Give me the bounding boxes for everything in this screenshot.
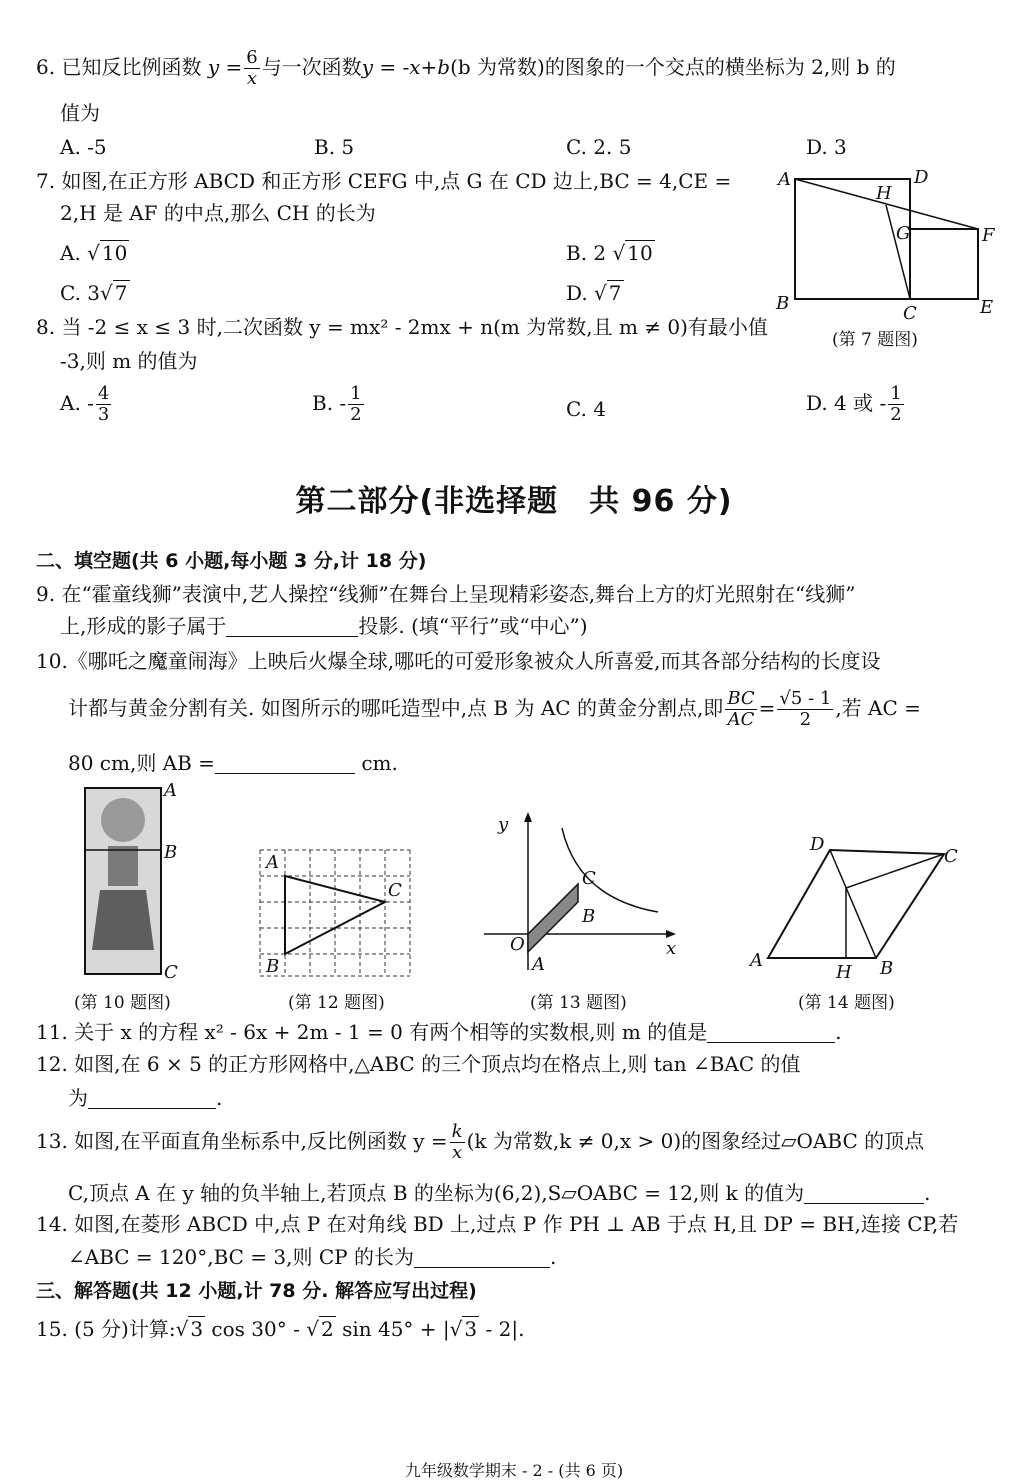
q10-line3a: 80 cm,则 AB = xyxy=(68,751,215,775)
q8-opt-d-text: D. 4 或 - xyxy=(806,391,887,415)
q6-text-c: (b 为常数)的图象的一个交点的横坐标为 2,则 b 的 xyxy=(450,55,896,79)
q15-prefix: 15. (5 分)计算: xyxy=(36,1317,176,1341)
q8-opt-b-text: B. - xyxy=(312,391,347,415)
q9-line1: 9. 在“霍童线狮”表演中,艺人操控“线狮”在舞台上呈现精彩姿态,舞台上方的灯光照射在“线狮” xyxy=(36,582,856,606)
q12-line1: 12. 如图,在 6 × 5 的正方形网格中,△ABC 的三个顶点均在格点上,则 tan ∠BAC 的值 xyxy=(36,1052,801,1076)
q10-frac1-d: AC xyxy=(727,709,755,730)
caption-12: (第 12 题图) xyxy=(288,993,385,1013)
q10-frac2-d: 2 xyxy=(799,709,812,730)
q6-frac-n: 6 xyxy=(246,47,258,68)
q9-line2 xyxy=(60,613,588,639)
page-footer: 九年级数学期末 - 2 - (共 6 页) xyxy=(404,1461,624,1480)
q8-option-a xyxy=(60,384,113,425)
q13-line2 xyxy=(68,1180,930,1206)
f7-label-f: F xyxy=(982,225,995,246)
f13-label-x: x xyxy=(666,938,677,959)
q14-answer-blank[interactable] xyxy=(414,1247,550,1268)
q15-t2: sin 45° + xyxy=(335,1317,443,1341)
q10-line3b: cm. xyxy=(361,751,398,775)
f10-nezha-legs xyxy=(92,890,154,950)
q13-line1a: 13. 如图,在平面直角坐标系中,反比例函数 y = xyxy=(36,1129,448,1153)
f10-nezha-body xyxy=(108,846,138,886)
figure-10 xyxy=(80,780,190,990)
q15-t1: cos 30° - xyxy=(205,1317,307,1341)
q14-line1: 14. 如图,在菱形 ABCD 中,点 P 在对角线 BD 上,过点 P 作 PH ⊥ AB 于点 H,且 DP = BH,连接 CP,若 xyxy=(36,1212,959,1236)
f13-label-c: C xyxy=(582,868,596,889)
q7-opt-a-prefix: A. xyxy=(60,241,88,265)
q8-option-b xyxy=(312,384,366,425)
q6-text-a: 已知反比例函数 xyxy=(61,55,202,79)
f13-label-o: O xyxy=(510,934,525,955)
f7-square-abcd xyxy=(795,179,910,299)
q12-line2a: 为 xyxy=(68,1086,88,1110)
q13-fraction xyxy=(450,1122,465,1163)
q7-option-c: C. 3√ 7 xyxy=(60,281,128,305)
f10-label-b: B xyxy=(164,842,178,863)
f14-segment-cp xyxy=(846,854,944,888)
f7-segment-ch xyxy=(886,205,910,299)
q7-opt-b-prefix: B. 2 xyxy=(566,241,613,265)
q14-line2 xyxy=(68,1244,556,1270)
q7-opt-a-rad: 10 xyxy=(101,241,128,265)
q7-opt-d-prefix: D. xyxy=(566,281,595,305)
f7-square-cefg xyxy=(910,229,978,299)
q15-rad2: 2 xyxy=(320,1317,334,1341)
q6-text-b: 与一次函数 xyxy=(261,55,362,79)
q8-line1: 8. 当 -2 ≤ x ≤ 3 时,二次函数 y = mx² - 2mx + n(m 为常数,且 m ≠ 0)有最小值 xyxy=(36,315,768,339)
q8-opt-b-d: 2 xyxy=(350,404,362,425)
part2-title: 第二部分(非选择题 共 96 分) xyxy=(295,484,733,519)
caption-7: (第 7 题图) xyxy=(832,330,918,350)
q13-end: . xyxy=(924,1181,931,1205)
caption-10: (第 10 题图) xyxy=(74,993,171,1013)
section-2-heading: 二、填空题(共 6 小题,每小题 3 分,计 18 分) xyxy=(36,550,427,572)
q15-t3: - 2 xyxy=(479,1317,512,1341)
section-3-heading: 三、解答题(共 12 小题,计 78 分. 解答应写出过程) xyxy=(36,1280,477,1302)
q6-option-b: B. 5 xyxy=(314,135,355,159)
figure-14 xyxy=(748,830,978,985)
q7-option-d: D. √ 7 xyxy=(566,281,622,305)
q8-opt-a-text: A. - xyxy=(60,391,94,415)
q8-opt-d-frac xyxy=(888,384,903,425)
q8-option-c: C. 4 xyxy=(566,397,607,421)
f14-label-h: H xyxy=(836,962,852,983)
q7-opt-d-rad: 7 xyxy=(608,281,622,305)
q6-linear: y = -x+b xyxy=(361,55,451,79)
q14-line2a: ∠ABC = 120°,BC = 3,则 CP 的长为 xyxy=(68,1245,414,1269)
q13-line2a: C,顶点 A 在 y 轴的负半轴上,若顶点 B 的坐标为(6,2),S▱OABC = 12,则 k 的值为 xyxy=(68,1181,805,1205)
f7-label-c: C xyxy=(903,303,917,324)
f13-label-y: y xyxy=(498,814,509,835)
q13-answer-blank[interactable] xyxy=(804,1183,924,1204)
q10-answer-blank[interactable] xyxy=(215,753,355,774)
f7-label-h: H xyxy=(876,183,892,204)
q13-frac-d: x xyxy=(452,1142,463,1163)
f13-label-b: B xyxy=(582,906,596,927)
q9-line2b: 投影. (填“平行”或“中心”) xyxy=(358,614,588,638)
q10-line3 xyxy=(68,750,398,776)
q10-frac1-n: BC xyxy=(727,688,755,709)
q15-end: . xyxy=(518,1317,525,1341)
f14-label-c: C xyxy=(944,846,958,867)
figure-13 xyxy=(480,808,680,978)
q14-end: . xyxy=(549,1245,557,1269)
q10-frac1 xyxy=(725,689,756,730)
f7-label-d: D xyxy=(914,167,929,188)
f12-label-c: C xyxy=(388,880,402,901)
q8-opt-b-n: 1 xyxy=(350,383,362,404)
caption-14: (第 14 题图) xyxy=(798,993,895,1013)
q10-frac2-n: √5 - 1 xyxy=(779,688,832,709)
q15-rad3: 3 xyxy=(464,1317,478,1341)
figure-7 xyxy=(770,165,1000,325)
q12-end: . xyxy=(216,1086,223,1110)
f14-rhombus-abcd xyxy=(768,850,944,958)
f13-x-arrow xyxy=(666,930,676,938)
f13-y-arrow xyxy=(524,812,532,822)
q8-opt-d-d: 2 xyxy=(890,404,902,425)
q8-line2: -3,则 m 的值为 xyxy=(60,349,198,373)
q8-opt-d-n: 1 xyxy=(890,383,902,404)
q6-option-d: D. 3 xyxy=(806,135,847,159)
q6-line2: 值为 xyxy=(60,101,100,125)
q15-abs-close: | xyxy=(511,1317,519,1341)
q6-frac-d: x xyxy=(246,68,258,89)
q13-line1 xyxy=(36,1118,924,1164)
figure-12 xyxy=(256,846,416,986)
f10-label-c: C xyxy=(164,962,178,983)
f7-label-e: E xyxy=(980,297,994,318)
f12-label-a: A xyxy=(266,852,279,873)
q13-frac-n: k xyxy=(451,1121,463,1142)
q11-text: 11. 关于 x 的方程 x² - 6x + 2m - 1 = 0 有两个相等的实数根,则 m 的值是 xyxy=(36,1020,708,1044)
q8-opt-a-d: 3 xyxy=(97,404,110,425)
f12-label-b: B xyxy=(266,956,280,977)
f14-label-a: A xyxy=(750,950,763,971)
q12-answer-blank[interactable] xyxy=(88,1088,216,1109)
q9-line2a: 上,形成的影子属于 xyxy=(60,614,227,638)
f13-parallelogram-oabc xyxy=(528,884,578,952)
q11-answer-blank[interactable] xyxy=(707,1022,835,1043)
q7-option-a: A. √ 10 xyxy=(60,241,128,265)
q6-y-eq: y = xyxy=(207,55,243,79)
q8-opt-b-frac xyxy=(348,384,363,425)
caption-13: (第 13 题图) xyxy=(530,993,627,1013)
q6-line1 xyxy=(36,48,896,89)
q10-frac2 xyxy=(777,689,833,730)
q6-option-c: C. 2. 5 xyxy=(566,135,632,159)
q10-line2b: ,若 AC = xyxy=(835,696,921,720)
f7-label-a: A xyxy=(778,169,791,190)
q7-opt-c-prefix: C. 3 xyxy=(60,281,101,305)
q10-eq: = xyxy=(758,696,776,720)
f14-label-b: B xyxy=(880,958,894,979)
q11-end: . xyxy=(835,1020,842,1044)
q10-line2 xyxy=(68,686,921,730)
q8-opt-a-frac xyxy=(96,384,111,425)
f10-label-a: A xyxy=(164,780,177,801)
q7-opt-b-rad: 10 xyxy=(627,241,653,265)
q7-line1: 7. 如图,在正方形 ABCD 和正方形 CEFG 中,点 G 在 CD 边上,BC = 4,CE = xyxy=(36,169,732,193)
q8-option-d xyxy=(806,384,906,425)
q6-fraction xyxy=(244,48,259,89)
q15-line: 15. (5 分)计算:√ 3 cos 30° - √ 2 sin 45° + |√ 3 - 2|. xyxy=(36,1317,525,1341)
f7-label-g: G xyxy=(896,223,911,244)
q6-option-a: A. -5 xyxy=(60,135,107,159)
q6-number: 6. xyxy=(36,55,56,79)
f10-nezha-head xyxy=(101,798,145,842)
q10-line1: 10.《哪吒之魔童闹海》上映后火爆全球,哪吒的可爱形象被众人所喜爱,而其各部分结构的长度设 xyxy=(36,649,881,673)
q11-line xyxy=(36,1019,842,1045)
q7-line2: 2,H 是 AF 的中点,那么 CH 的长为 xyxy=(60,201,376,225)
f12-grid xyxy=(260,850,410,976)
q7-option-b: B. 2 √ 10 xyxy=(566,241,653,265)
q13-line1b: (k 为常数,k ≠ 0,x > 0)的图象经过▱OABC 的顶点 xyxy=(466,1129,925,1153)
q10-line2a: 计都与黄金分割有关. 如图所示的哪吒造型中,点 B 为 AC 的黄金分割点,即 xyxy=(68,696,724,720)
q12-line2 xyxy=(68,1085,222,1111)
q7-opt-c-rad: 7 xyxy=(114,281,128,305)
q8-opt-a-n: 4 xyxy=(97,383,110,404)
q15-rad1: 3 xyxy=(190,1317,204,1341)
f14-diagonal-bd xyxy=(830,850,876,958)
q9-answer-blank[interactable] xyxy=(226,616,358,637)
f13-label-a: A xyxy=(532,954,545,975)
f14-label-d: D xyxy=(810,834,825,855)
q15-abs-open: | xyxy=(442,1317,450,1341)
f7-label-b: B xyxy=(776,293,790,314)
